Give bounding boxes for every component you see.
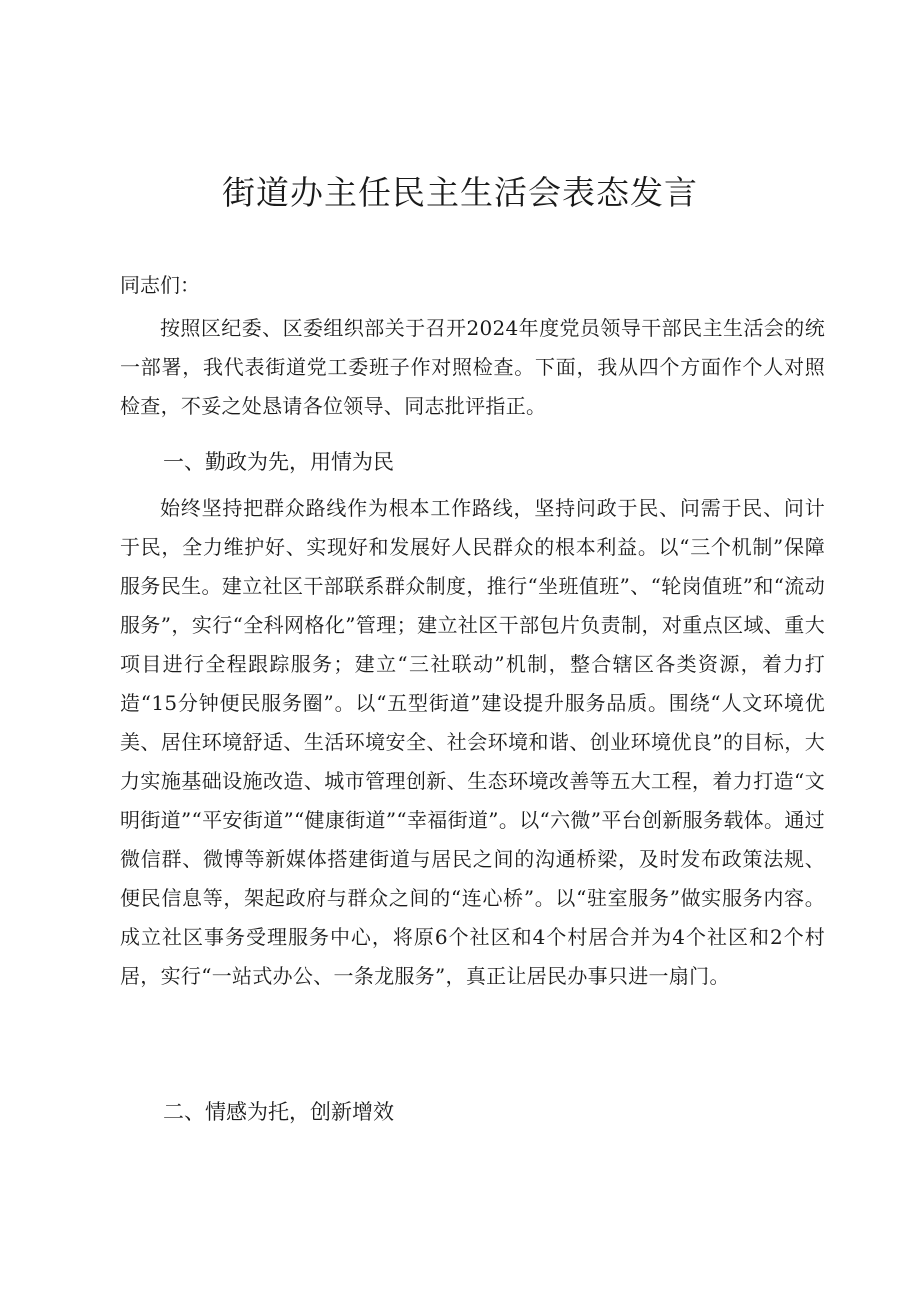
document-title: 街道办主任民主生活会表态发言: [222, 173, 698, 212]
intro-paragraph: 按照区纪委、区委组织部关于召开2024年度党员领导干部民主生活会的统一部署，我代表街道党工委班子作对照检查。下面，我从四个方面作个人对照检查，不妥之处恳请各位领导、同志批评指正。: [120, 316, 825, 418]
section-body-1: 始终坚持把群众路线作为根本工作路线，坚持问政于民、问需于民、问计于民，全力维护好、实现好和发展好人民群众的根本利益。以“三个机制”保障服务民生。建立社区干部联系群众制度，推行“坐班值班”、“轮岗值班”和“流动服务”，实行“全科网格化”管理；建立社区干部包片负责制，对重点区域、重大项目进行全程跟踪服务；建立“三社联动”机制，整合辖区各类资源，着力打造“15分钟便民服务圈”。以“五型街道”建设提升服务品质。围绕“人文环境优美、居住环境舒适、生活环境安全、社会环境和谐、创业环境优良”的目标，大力实施基础设施改造、城市管理创新、生态环境改善等五大工程，着力打造“文明街道”“平安街道”“健康街道”“幸福街道”。以“六微”平台创新服务载体。通过微信群、微博等新媒体搭建街道与居民之间的沟通桥梁，及时发布政策法规、便民信息等，架起政府与群众之间的“连心桥”。以“驻室服务”做实服务内容。成立社区事务受理服务中心，将原6个社区和4个村居合并为4个社区和2个村居，实行“一站式办公、一条龙服务”，真正让居民办事只进一扇门。: [120, 496, 825, 988]
section-heading-1: 一、勤政为先，用情为民: [163, 450, 394, 474]
section-heading-2: 二、情感为托，创新增效: [163, 1100, 394, 1124]
salutation: 同志们：: [120, 273, 200, 297]
